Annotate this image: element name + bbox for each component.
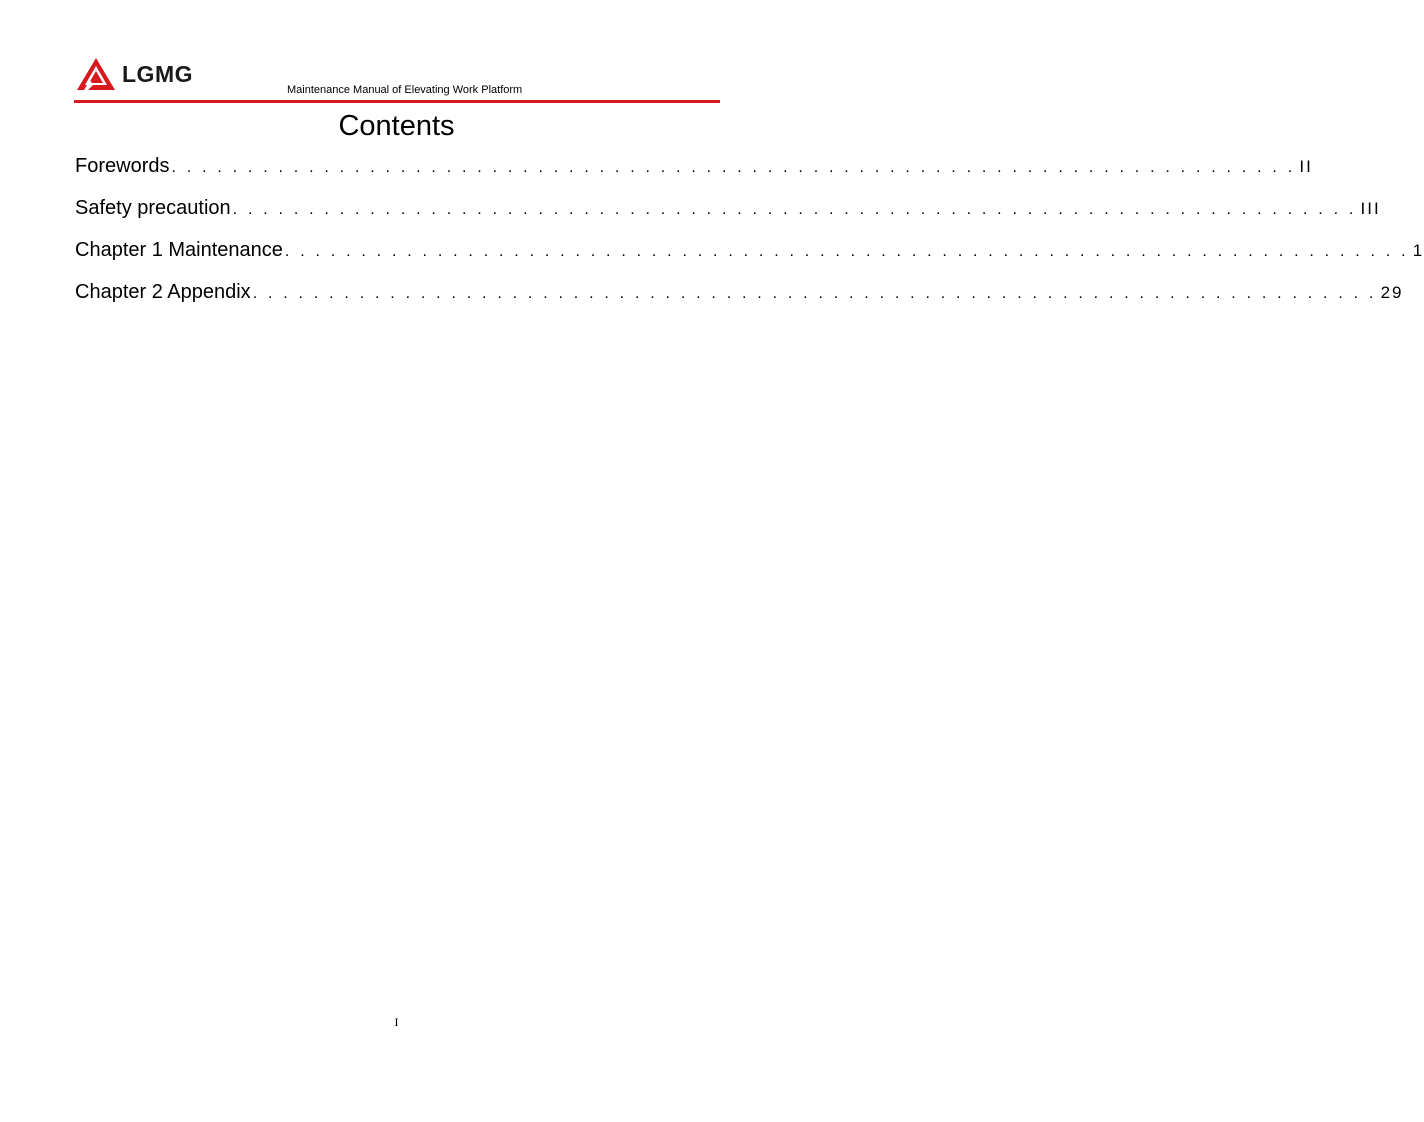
toc-entry-label: Chapter 2 Appendix [75, 281, 251, 303]
header-divider [74, 100, 720, 103]
lgmg-logo-icon [76, 57, 116, 91]
company-logo [76, 56, 193, 92]
table-of-contents [75, 152, 1424, 320]
dot-leader: . . . . . . . . . . . . . . . . . . . . . . . . . . . . . . . . . . . . . . . . . . . . . . . . . . . . . . . . . . . . . . . . . . . . . . . . . . [284, 243, 1409, 260]
toc-entry-page: II [1299, 157, 1313, 176]
contents-heading: Contents [338, 110, 455, 142]
dot-leader: . . . . . . . . . . . . . . . . . . . . . . . . . . . . . . . . . . . . . . . . . . . . . . . . . . . . . . . . . . . . . . . . . . . . . . . . . . [232, 201, 1357, 218]
toc-entry-page: III [1360, 199, 1381, 218]
dot-leader: . . . . . . . . . . . . . . . . . . . . . . . . . . . . . . . . . . . . . . . . . . . . . . . . . . . . . . . . . . . . . . . . . . . . . . . . . . [171, 159, 1296, 176]
toc-entry-forewords[interactable] [75, 152, 1313, 194]
manual-title: Maintenance Manual of Elevating Work Platform [287, 84, 523, 96]
page-number: I [394, 1015, 399, 1029]
toc-entry-label: Chapter 1 Maintenance [75, 239, 283, 261]
toc-entry-label: Forewords [75, 155, 170, 177]
dot-leader: . . . . . . . . . . . . . . . . . . . . . . . . . . . . . . . . . . . . . . . . . . . . . . . . . . . . . . . . . . . . . . . . . . . . . . . . . . [252, 285, 1377, 302]
toc-entry-chapter-1[interactable] [75, 236, 1424, 278]
toc-entry-chapter-2[interactable] [75, 278, 1404, 320]
toc-entry-page: 1 [1412, 241, 1424, 260]
toc-entry-page: 29 [1380, 283, 1404, 302]
toc-entry-safety-precaution[interactable] [75, 194, 1381, 236]
logo-wordmark: LGMG [122, 60, 193, 87]
toc-entry-label: Safety precaution [75, 197, 231, 219]
page-header [74, 54, 720, 106]
